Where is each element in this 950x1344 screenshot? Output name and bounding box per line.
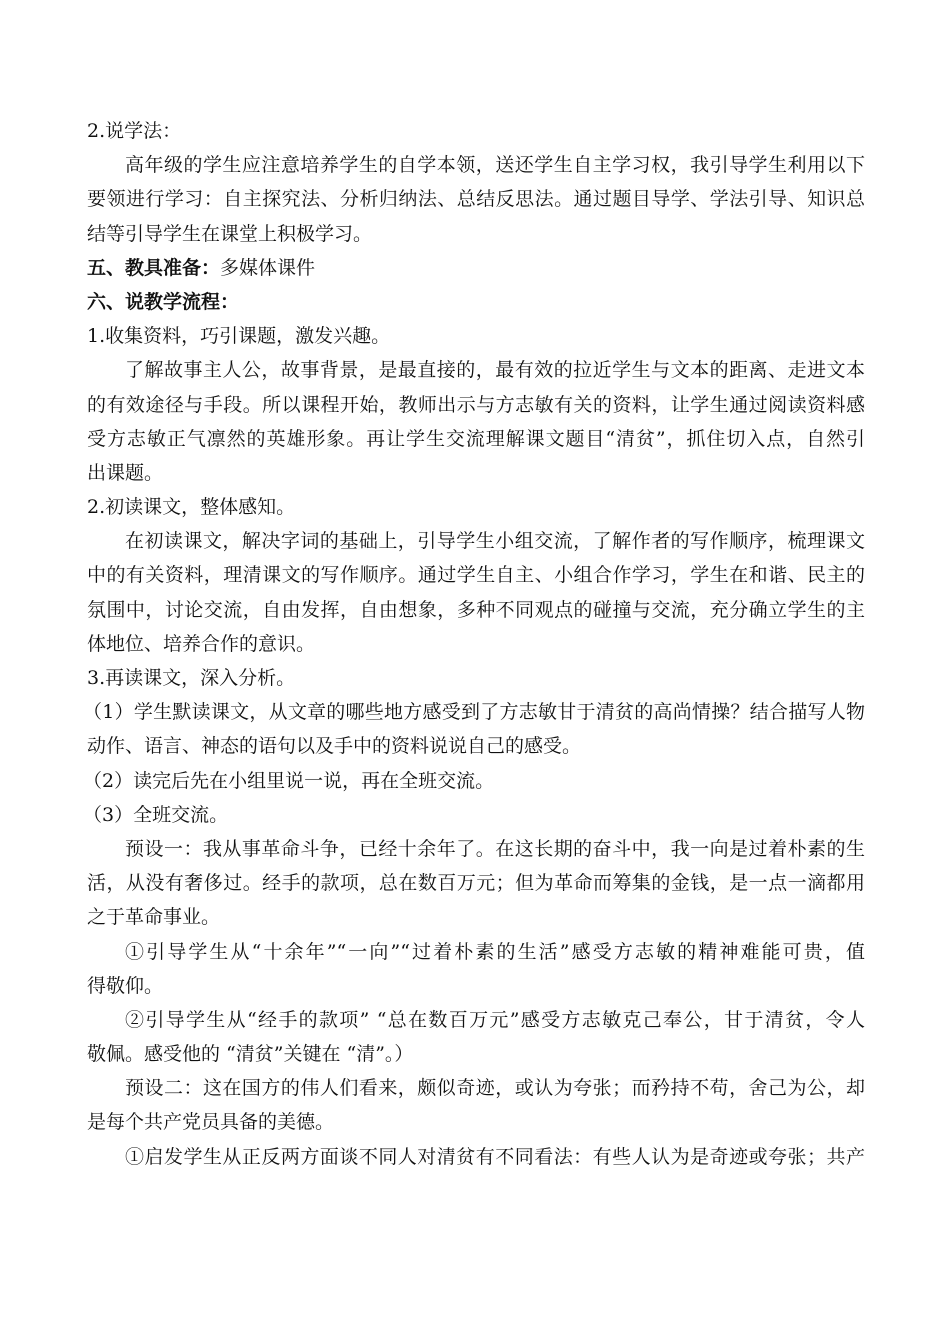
step1-paragraph [87,353,865,490]
paragraph-line: 动作、语言、神态的语句以及手中的资料说说自己的感受。 [87,735,582,758]
paragraph-line: 预设一：我从事革命斗争，已经十余年了。在这长期的奋斗中，我一向是过着朴素的生 [125,837,865,860]
paragraph-line: 得敬仰。 [87,974,164,997]
study-method-paragraph [87,148,865,251]
paragraph-line: 活，从没有奢侈过。经手的款项，总在数百万元；但为革命而筹集的金钱，是一点一滴都用 [87,872,865,895]
paragraph-line: 要领进行学习：自主探究法、分析归纳法、总结反思法。通过题目导学、学法引导、知识总 [87,188,865,211]
preset1-paragraph [87,832,865,935]
paragraph-line: 预设二：这在国方的伟人们看来，颇似奇迹，或认为夸张；而矜持不苟，舍己为公，却 [125,1077,865,1100]
paragraph-line: 受方志敏正气凛然的英雄形象。再让学生交流理解课文题目“清贫”，抓住切入点，自然引 [87,427,865,450]
step3-item2: （2）读完后先在小组里说一说，再在全班交流。 [83,769,495,792]
tools-heading: 五、教具准备： [87,256,221,279]
paragraph-line: ①引导学生从“十余年”“一向”“过着朴素的生活”感受方志敏的精神难能可贵，值 [125,940,865,963]
step3-title: 3.再读课文，深入分析。 [87,667,296,689]
flow-heading: 六、说教学流程： [87,290,240,313]
preset2-note1 [87,1140,865,1174]
step2-paragraph [87,524,865,661]
paragraph-line: 了解故事主人公，故事背景，是最直接的，最有效的拉近学生与文本的距离、走进文本 [125,359,865,382]
paragraph-line: 是每个共产党员具备的美德。 [87,1111,335,1134]
paragraph-line: ①启发学生从正反两方面谈不同人对清贫有不同看法：有些人认为是奇迹或夸张；共产 [125,1145,865,1168]
paragraph-line: 出课题。 [87,461,164,484]
paragraph-line: 敬佩。感受他的 “清贫”关键在 “清”。） [87,1043,414,1066]
paragraph-line: 之于革命事业。 [87,906,221,929]
paragraph-line: 高年级的学生应注意培养学生的自学本领，送还学生自主学习权，我引导学生利用以下 [125,154,865,177]
step1-title: 1.收集资料，巧引课题，激发兴趣。 [87,325,391,348]
preset1-note2 [87,1003,865,1071]
study-method-title: 2.说学法： [87,120,182,142]
paragraph-line: 氛围中，讨论交流，自由发挥，自由想象，多种不同观点的碰撞与交流，充分确立学生的主 [87,598,865,621]
paragraph-line: 的有效途径与手段。所以课程开始，教师出示与方志敏有关的资料，让学生通过阅读资料感 [87,393,865,416]
step3-item1 [83,695,865,763]
document-body [83,114,865,1174]
preset1-note1 [87,935,865,1003]
step3-item3: （3）全班交流。 [83,803,229,826]
paragraph-line: 结等引导学生在课堂上积极学习。 [87,222,373,245]
paragraph-line: ②引导学生从“经手的款项” “总在数百万元”感受方志敏克己奉公，甘于清贫，令人 [125,1008,865,1031]
paragraph-line: （1）学生默读课文，从文章的哪些地方感受到了方志敏甘于清贫的高尚情操？结合描写人物 [83,701,865,724]
paragraph-line: 在初读课文，解决字词的基础上，引导学生小组交流，了解作者的写作顺序，梳理课文 [125,530,865,553]
tools-value: 多媒体课件 [220,256,316,279]
paragraph-line: 体地位、培养合作的意识。 [87,632,316,655]
preset2-paragraph [87,1071,865,1139]
paragraph-line: 中的有关资料，理清课文的写作顺序。通过学生自主、小组合作学习，学生在和谐、民主的 [87,564,865,587]
step2-title: 2.初读课文，整体感知。 [87,496,296,519]
tools-heading-line [87,251,865,285]
